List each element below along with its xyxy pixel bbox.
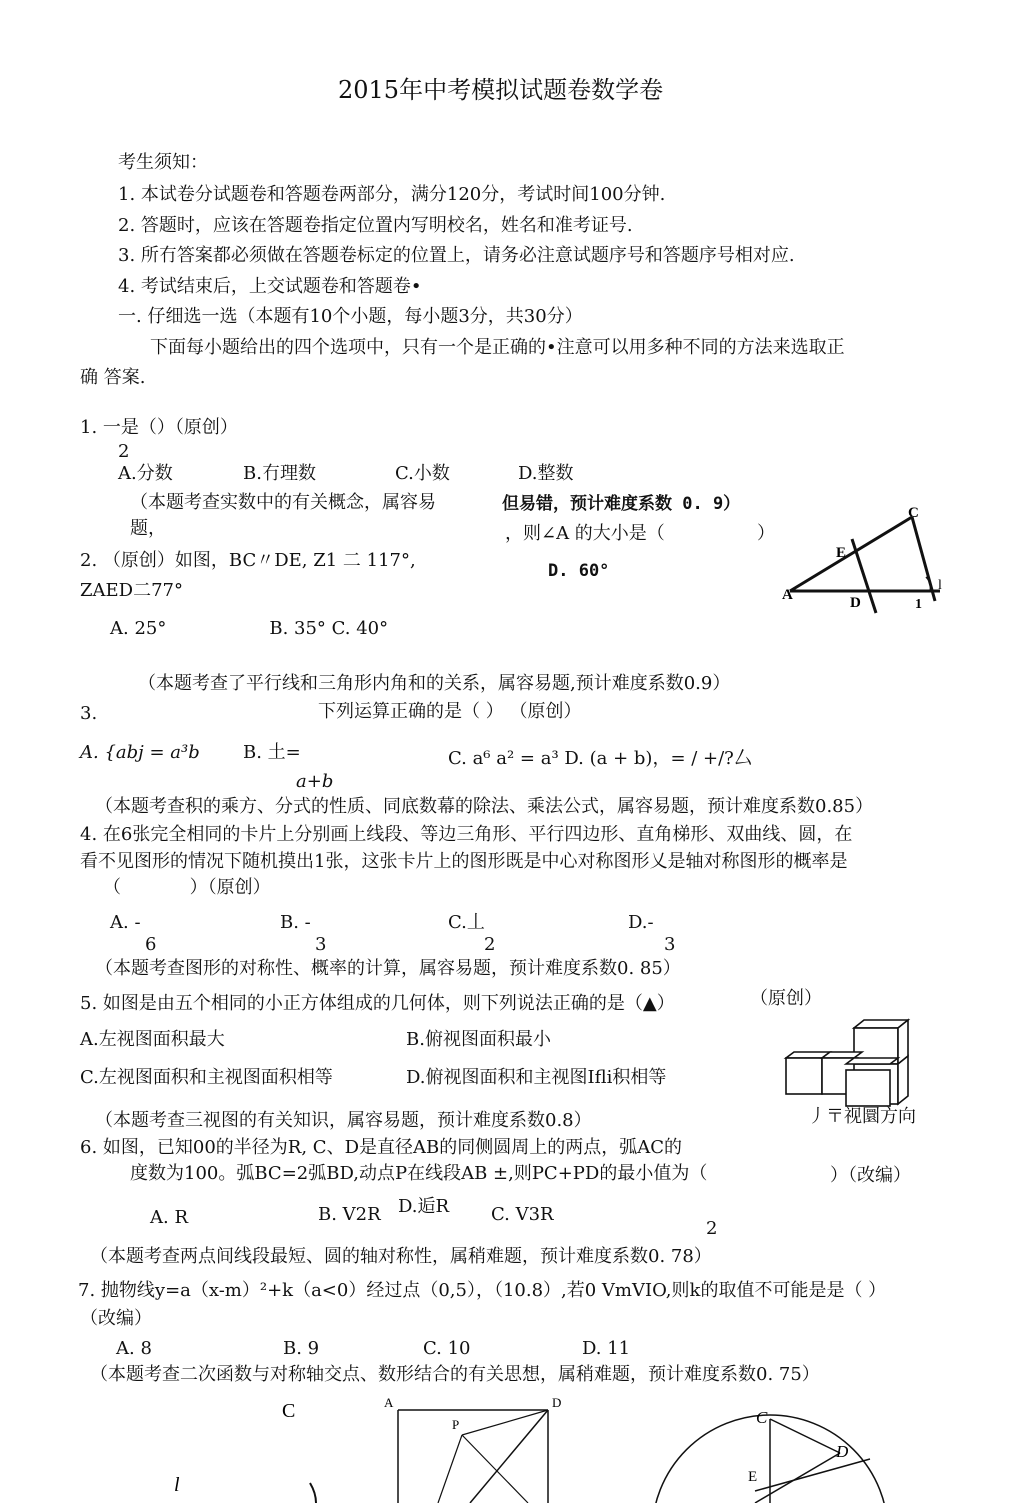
q3-option-cd: C. a⁶ a² = a³ D. (a + b)，= / +/?厶 [448,748,752,769]
q6-stem-1: 6. 如图，已知00的半径为R, C、D是直径AB的同侧圆周上的两点，弧AC的 [80,1137,682,1158]
q2-stem-right: ，则∠A 的大小是（ [505,523,665,544]
section-heading: 一. 仔细选一选（本题有10个小题，每小题3分，共30分） [118,306,583,327]
q2-stem: 2. （原创）如图，BC〃DE, Z1 二 117°, [80,550,416,571]
label-d: D [850,595,861,611]
notice-item-2: 2. 答题时，应该在答题卷指定位置内写明校名，姓名和准考证号. [118,215,633,236]
label-line-l: l [938,578,942,593]
q4-option-a-denominator: 6 [145,934,157,955]
q5-view-direction-label: 丿〒视圜方向 [808,1106,916,1127]
q6-option-a: A. R [150,1207,188,1228]
q2-option-d: D. 60° [548,561,610,581]
q5-option-d: D.俯视图面积和主视图Ifli积相等 [406,1067,667,1088]
q7-option-b: B. 9 [283,1338,320,1359]
q4-stem-3: （ ）（原创） [103,877,271,898]
q3-option-b: B. 土= [243,742,301,763]
q5-note: （本题考查三视图的有关知识，属容易题，预计难度系数0.8） [95,1110,592,1131]
q6-stem-2-end: ）（改编） [830,1165,911,1186]
q2-triangle-figure [780,505,950,615]
q1-note: （本题考查实数中的有关概念，属容易 [130,492,436,513]
q2-options: A. 25° B. 35° C. 40° [110,618,389,639]
q5-option-c: C.左视图面积和主视图面积相等 [80,1067,333,1088]
notice-item-3: 3. 所冇答案都必须做在答题卷标定的位置上，请务必注意试题序号和答题序号相对应. [118,245,795,266]
label-angle-1: 1 [915,597,922,612]
bottom-left-figure [170,1393,296,1503]
q5-option-a: A.左视图面积最大 [80,1029,225,1050]
q5-cubes-figure [782,1018,912,1108]
square-label-p: P [452,1417,460,1432]
q3-stem: 下列运算正确的是（ ） （原创） [318,701,582,722]
q4-stem-2: 看不见图形的情况下随机摸出1张，这张卡片上的图形既是中心对称图形乂是轴对称图形的概率是 [80,851,848,872]
q4-stem-1: 4. 在6张完全相同的卡片上分别画上线段、等边三角形、平行四边形、直角梯形、双曲线、圆，在 [80,824,853,845]
q1-option-d: D.整数 [518,463,574,484]
q4-option-c-denominator: 2 [484,934,496,955]
q3-note: （本题考查积的乘方、分式的性质、同底数幕的除法、乘法公式，属容易题，预计难度系数0.85） [95,796,874,817]
left-fig-label-c: C [282,1400,296,1422]
label-c: C [908,505,919,521]
q6-stem-2: 度数为100。弧BC=2弧BD,动点P在线段AB ±,则PC+PD的最小值为（ [130,1163,708,1184]
q4-note: （本题考查图形的对称性、概率的计算，属容易题，预计难度系数0. 85） [95,958,681,979]
q1-note-right: 但易错，预计难度系数 0. 9） [502,494,741,514]
q7-option-d: D. 11 [582,1338,631,1359]
q4-option-b: B. - [280,912,311,933]
section-intro-1: 下面每小题给出的四个选项中，只有一个是正确的•注意可以用多种不同的方法来选取正 [150,337,845,358]
q5-stem-tag: （原创） [750,988,822,1009]
left-fig-mark: l [174,1474,180,1496]
notice-item-4: 4. 考试结束后，上交试题卷和答题卷• [118,276,422,297]
q4-option-d: D.- [628,912,654,933]
q1-option-a: A.分数 [118,463,173,484]
bottom-square-figure [378,1393,578,1503]
q7-note: （本题考查二次函数与对称轴交点、数形结合的有关思想，属稍难题，预计难度系数0. 75） [90,1364,820,1385]
q7-option-a: A. 8 [116,1338,152,1359]
bottom-circle-figure [660,1393,900,1503]
square-label-d: D [552,1395,562,1410]
circle-label-c: C [756,1408,768,1427]
label-a: A [782,587,793,603]
circle-label-d: D [836,1442,849,1461]
q3-option-a: A. {abj = a³b [80,742,200,763]
q1-option-b: B.冇理数 [243,463,316,484]
q5-stem: 5. 如图是由五个相同的小正方体组成的几何体，则下列说法正确的是（▲） [80,993,675,1014]
q2-note: （本题考查了平行线和三角形内角和的关系，属容易题,预计难度系数0.9） [138,673,731,694]
label-e: E [836,545,847,561]
circle-label-e: E [748,1469,758,1485]
q6-option-d: D.逅R [398,1196,450,1217]
page-title: 2015年中考模拟试题卷数学卷 [338,76,664,104]
q1-stem: 1. 一是（）（原创） [80,417,238,438]
q4-option-b-denominator: 3 [315,934,327,955]
q3-number: 3. [80,703,98,724]
q1-denominator: 2 [118,441,130,462]
q7-stem-2: （改编） [80,1308,152,1329]
q6-option-b: B. V2R [318,1204,381,1225]
q7-stem-1: 7. 抛物线y=a（x-m）²+k（a<0）经过点（0,5），（10.8）,若0 VmVIO,则k的取值不可能是是（ ） [78,1280,887,1301]
q4-option-d-denominator: 3 [664,934,676,955]
q3-option-b-denominator: a+b [296,771,334,792]
q6-option-denominator: 2 [706,1218,718,1239]
q4-option-a: A. - [110,912,141,933]
q4-option-c: C.丄 [448,912,485,933]
notice-heading: 考生须知： [118,152,208,173]
q6-note: （本题考查两点间线段最短、圆的轴对称性，属稍难题，预计难度系数0. 78） [90,1246,712,1267]
section-intro-2: 确 答案. [80,367,146,388]
q7-option-c: C. 10 [423,1338,471,1359]
q1-note-cont: 题， [130,518,166,539]
q2-paren-close: ） [757,523,775,544]
notice-item-1: 1. 本试卷分试题卷和答题卷两部分，满分120分，考试时间100分钟. [118,184,666,205]
q2-stem-2: ZAED二77° [80,580,183,601]
q6-option-c: C. V3R [491,1204,554,1225]
q5-option-b: B.俯视图面积最小 [406,1029,551,1050]
square-label-a: A [384,1395,394,1410]
q1-option-c: C.小数 [395,463,450,484]
